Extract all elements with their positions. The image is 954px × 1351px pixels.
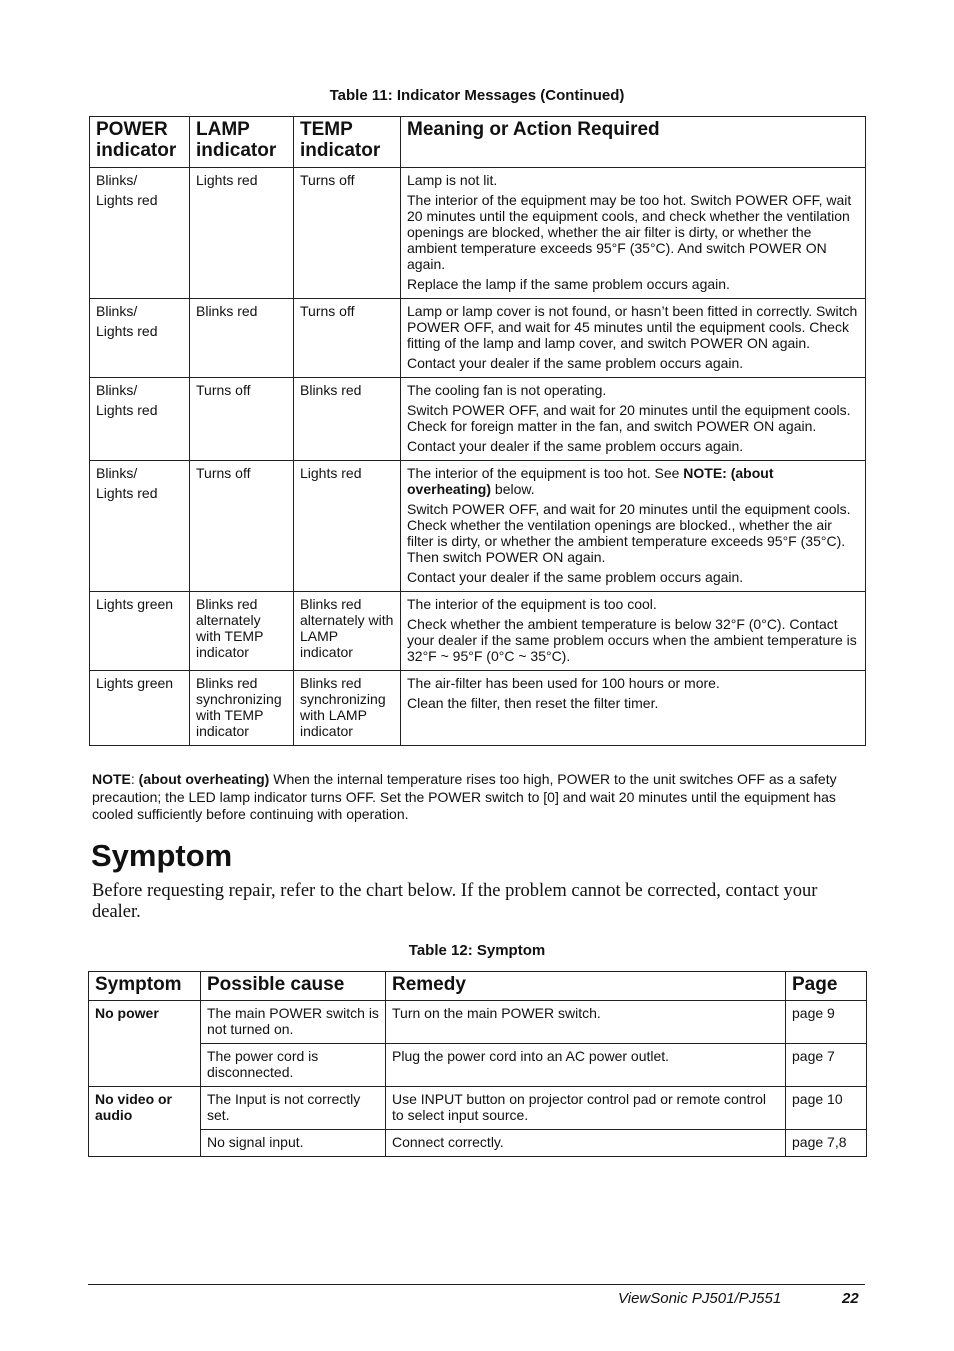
meaning-text: Switch POWER OFF, and wait for 20 minutes until the equipment cools. Check for foreign matter in the fan, and switch POWER ON again. [407,402,851,434]
note-label: NOTE [92,771,131,787]
table-row [90,299,866,378]
table-row [90,168,866,299]
power-state: Lights red [96,485,158,501]
table-row [90,671,866,746]
header-symptom: Symptom [89,972,201,1001]
lamp-cell: Lights red [190,168,294,299]
temp-cell: Turns off [294,168,401,299]
meaning-cell [401,592,866,671]
page-cell: page 7,8 [786,1130,867,1157]
table-row [90,378,866,461]
cause-cell: The Input is not correctly set. [201,1087,386,1130]
meaning-text: Check whether the ambient temperature is below 32°F (0°C). Contact your dealer if the same problem occurs when the ambient temperature is 32°F ~ 95°F (0°C ~ 35°C). [407,616,857,664]
lamp-cell: Turns off [190,461,294,592]
page-cell: page 9 [786,1001,867,1044]
meaning-text: Lamp or lamp cover is not found, or hasn’t been fitted in correctly. Switch POWER OFF, and wait for 45 minutes until the equipment cools. Check fitting of the lamp and lamp cover, and switch POWER ON again. [407,303,858,351]
header-temp-indicator: TEMP indicator [294,117,401,168]
power-state: Blinks/ [96,382,138,398]
header-power-indicator: POWER indicator [90,117,190,168]
power-state: Blinks/ [96,465,138,481]
power-cell [90,592,190,671]
lamp-cell: Blinks red alternately with TEMP indicator [190,592,294,671]
power-state: Blinks/ [96,172,138,188]
power-state: Lights red [96,402,158,418]
table-row [89,1130,867,1157]
power-state: Lights red [96,192,158,208]
meaning-text [407,465,859,497]
meaning-cell [401,671,866,746]
meaning-text-suffix: below. [491,481,535,497]
cause-cell: The power cord is disconnected. [201,1044,386,1087]
table-12-caption: Table 12: Symptom [408,942,546,959]
note-text: When the internal temperature rises too high, POWER to the unit switches OFF as a safety precaution; the LED lamp indicator turns OFF. Set the POWER switch to [0] and wait 20 minutes until the equipment has cooled sufficiently before continuing with operation. [92,771,837,822]
table-row [89,1001,867,1044]
meaning-text: The interior of the equipment is too cool. [407,596,657,612]
cause-cell: No signal input. [201,1130,386,1157]
table-header-row [89,972,867,1001]
table-row [89,1087,867,1130]
meaning-text: Replace the lamp if the same problem occurs again. [407,276,730,292]
footer-divider [88,1284,865,1285]
temp-cell: Blinks red synchronizing with LAMP indicator [294,671,401,746]
footer-product-title: ViewSonic PJ501/PJ551 [618,1290,782,1307]
symptom-cell: No power [89,1001,201,1087]
meaning-text: Contact your dealer if the same problem occurs again. [407,355,744,371]
remedy-cell: Plug the power cord into an AC power outlet. [386,1044,786,1087]
power-state: Blinks/ [96,303,138,319]
meaning-cell [401,168,866,299]
meaning-text: The cooling fan is not operating. [407,382,607,398]
meaning-text: Clean the filter, then reset the filter timer. [407,695,659,711]
power-cell [90,461,190,592]
power-state: Lights green [96,675,174,691]
remedy-cell: Turn on the main POWER switch. [386,1001,786,1044]
cause-cell: The main POWER switch is not turned on. [201,1001,386,1044]
section-intro: Before requesting repair, refer to the chart below. If the problem cannot be corrected, contact your dealer. [92,881,818,922]
temp-cell: Blinks red [294,378,401,461]
table-row [89,1044,867,1087]
overheating-note-reference: NOTE: (about overheating) [407,465,774,497]
power-state: Lights red [96,323,158,339]
page-number: 22 [842,1290,859,1307]
power-cell [90,168,190,299]
meaning-text: Contact your dealer if the same problem occurs again. [407,569,744,585]
table-row [90,461,866,592]
power-cell [90,299,190,378]
power-state: Lights green [96,596,174,612]
meaning-text: Lamp is not lit. [407,172,498,188]
meaning-text: The interior of the equipment may be too hot. Switch POWER OFF, wait 20 minutes until the equipment cools, and check whether the ventilation openings are blocked, whether the air filter is dirty, or whether the ambient temperature exceeds 95°F (35°C). And switch POWER ON again. [407,192,852,272]
meaning-cell [401,461,866,592]
meaning-cell [401,378,866,461]
table-header-row [90,117,866,168]
remedy-cell: Connect correctly. [386,1130,786,1157]
header-page: Page [786,972,867,1001]
power-cell [90,671,190,746]
note-bold-heading: (about overheating) [138,771,270,787]
lamp-cell: Blinks red synchronizing with TEMP indicator [190,671,294,746]
meaning-text: The air-filter has been used for 100 hours or more. [407,675,720,691]
meaning-text: Contact your dealer if the same problem occurs again. [407,438,744,454]
meaning-cell [401,299,866,378]
symptom-cell: No video or audio [89,1087,201,1157]
page-cell: page 10 [786,1087,867,1130]
meaning-text: Switch POWER OFF, and wait for 20 minutes until the equipment cools. Check whether the ventilation openings are blocked., whether the air filter is dirty, or whether the ambient temperature exceeds 95°F (35°C). Then switch POWER ON again. [407,501,851,565]
table-11-caption: Table 11: Indicator Messages (Continued) [329,87,625,104]
power-cell [90,378,190,461]
overheating-note [92,771,864,824]
page-cell: page 7 [786,1044,867,1087]
header-remedy: Remedy [386,972,786,1001]
lamp-cell: Blinks red [190,299,294,378]
section-heading: Symptom [91,838,233,873]
note-colon: : [130,771,139,787]
remedy-cell: Use INPUT button on projector control pad or remote control to select input source. [386,1087,786,1130]
header-possible-cause: Possible cause [201,972,386,1001]
header-lamp-indicator: LAMP indicator [190,117,294,168]
meaning-text-prefix: The interior of the equipment is too hot. See [407,465,684,481]
table-row [90,592,866,671]
lamp-cell: Turns off [190,378,294,461]
temp-cell: Blinks red alternately with LAMP indicator [294,592,401,671]
symptom-table [88,971,867,1157]
indicator-messages-table [89,116,866,746]
temp-cell: Lights red [294,461,401,592]
temp-cell: Turns off [294,299,401,378]
header-meaning: Meaning or Action Required [401,117,866,168]
